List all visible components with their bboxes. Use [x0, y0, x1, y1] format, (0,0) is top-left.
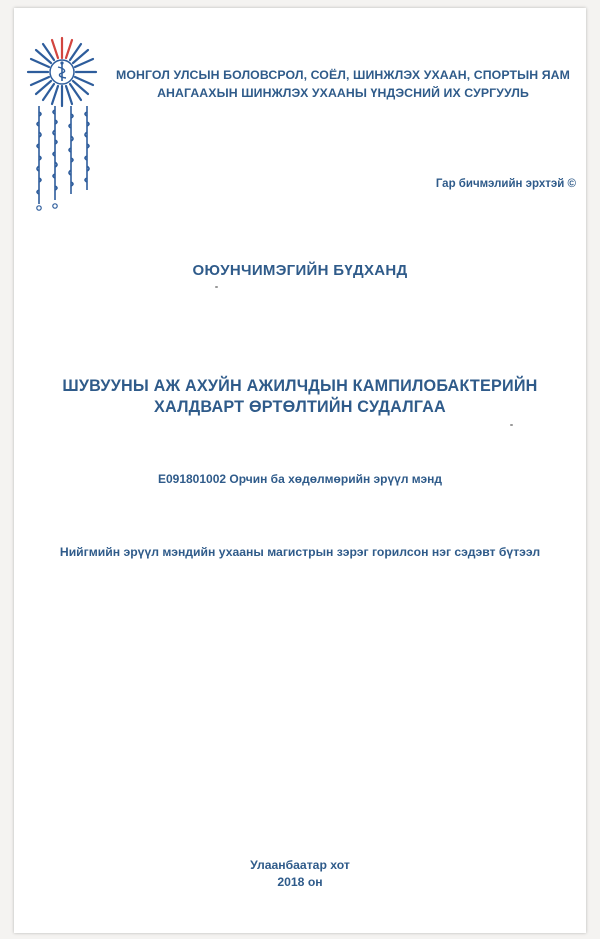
document-page [14, 8, 586, 933]
university-header [108, 66, 578, 102]
mongolian-script-icon [82, 104, 92, 214]
university-emblem-icon [26, 36, 98, 108]
place-and-year [0, 857, 600, 891]
author-name: ОЮУНЧИМЭГИЙН БҮДХАНД [192, 262, 408, 279]
mongolian-script-icon [66, 104, 76, 214]
scan-speck [215, 286, 218, 288]
year: 2018 он [277, 875, 323, 889]
ministry-name: МОНГОЛ УЛСЫН БОЛОВСРОЛ, СОЁЛ, ШИНЖЛЭХ УХААН, СПОРТЫН ЯАМ [116, 68, 570, 82]
city: Улаанбаатар хот [250, 858, 350, 872]
thesis-title-line1: ШУВУУНЫ АЖ АХУЙН АЖИЛЧДЫН КАМПИЛОБАКТЕРИЙН [62, 377, 538, 395]
scan-speck [510, 424, 513, 426]
mongolian-script-icon [34, 104, 44, 214]
degree-statement: Нийгмийн эрүүл мэндийн ухааны магистрын зэрэг горилсон нэг сэдэвт бүтээл [59, 545, 541, 559]
thesis-title-line2: ХАЛДВАРТ ӨРТӨЛТИЙН СУДАЛГАА [154, 398, 446, 416]
university-name: АНАГААХЫН ШИНЖЛЭХ УХААНЫ ҮНДЭСНИЙ ИХ СУРГУУЛЬ [157, 86, 529, 100]
mongolian-script-icon [50, 104, 60, 214]
copyright-note: Гар бичмэлийн эрхтэй © [435, 178, 576, 190]
thesis-title [0, 376, 600, 418]
program-code: E091801002 Орчин ба хөдөлмөрийн эрүүл мэнд [157, 472, 443, 486]
